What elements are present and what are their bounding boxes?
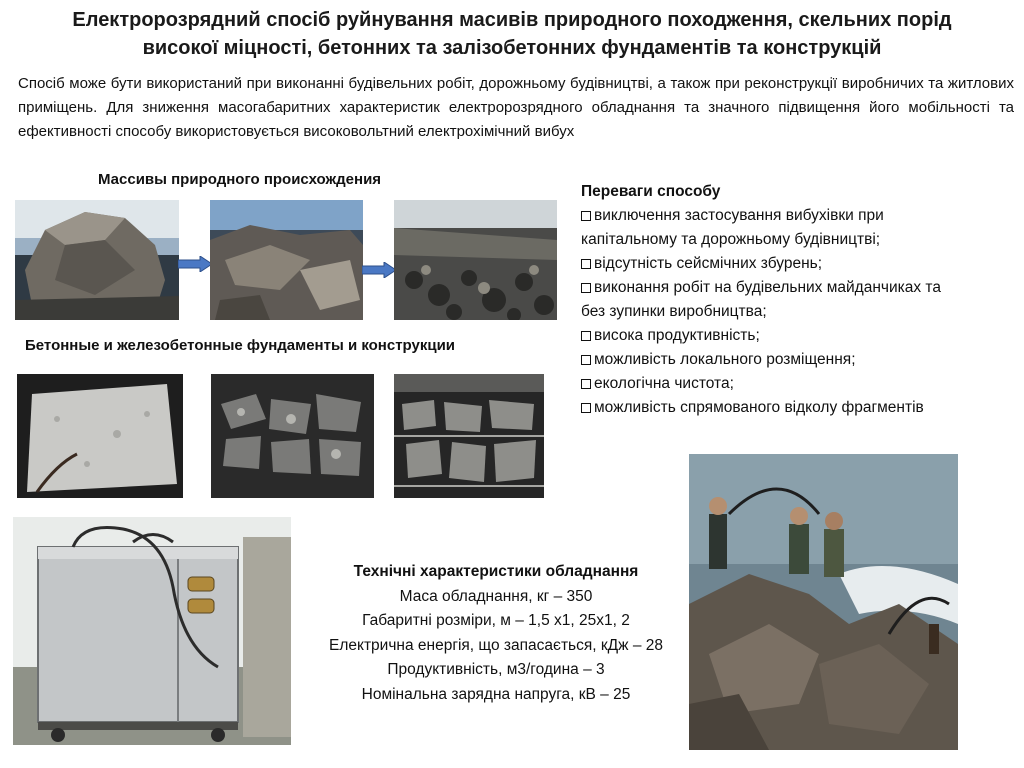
photo-concrete-fragments [394,374,544,498]
photo-boulder [15,200,179,320]
checkbox-bullet-icon [581,403,591,413]
checkbox-bullet-icon [581,379,591,389]
spec-line: Продуктивність, м3/година – 3 [387,661,605,678]
checkbox-bullet-icon [581,211,591,221]
spec-line: Маса обладнання, кг – 350 [399,587,593,605]
specs-title: Технічні характеристики обладнання [353,563,639,580]
photo-concrete-block [17,374,183,498]
title-line-1: Електророзрядний спосіб руйнування масивів природного походження, скельних порід [72,9,952,31]
advantage-item: виконання робіт на будівельних майданчиках та [581,276,1024,300]
photo-cracked-rock [210,200,363,320]
checkbox-bullet-icon [581,283,591,293]
advantage-item: висока продуктивність; [581,324,1024,348]
advantage-item-continuation: капітальному та дорожньому будівництві; [581,231,881,248]
spec-line: Електрична енергія, що запасається, кДж – 28 [329,636,663,654]
photo-rubble [394,200,557,320]
spec-line: Габаритні розміри, м – 1,5 х1, 25х1, 2 [362,612,630,629]
checkbox-bullet-icon [581,259,591,269]
advantage-item: виключення застосування вибухівки при [581,204,1024,228]
spec-line: Номінальна зарядна напруга, кВ – 25 [361,685,631,703]
tech-specs [296,560,696,707]
arrow-right-icon [178,256,212,272]
arrow-right-icon [362,262,396,278]
advantage-item: можливість спрямованого відколу фрагментів [581,396,1024,420]
advantage-item: можливість локального розміщення; [581,348,1024,372]
photo-equipment-cabinet [13,517,291,745]
title-line-2: високої міцності, бетонних та залізобетонних фундаментів та конструкцій [142,37,882,59]
advantages-list [581,180,1024,420]
photo-workers-on-rocks [689,454,958,750]
photo-broken-concrete [211,374,374,498]
caption-natural-massifs: Массивы природного происхождения [98,171,382,188]
advantage-item: екологічна чистота; [581,372,1024,396]
intro-paragraph: Спосіб може бути використаний при виконанні будівельних робіт, дорожньому будівництві, а також при реконструкції виробничих та житлових приміщень. Для зниження масогабаритних характеристик електророзрядного обладнання та значного підвищення його мобільності та ефективності способу використовується високовольтний електрохімічний вибух [18,75,1014,140]
checkbox-bullet-icon [581,355,591,365]
caption-concrete-foundations: Бетонные и железобетонные фундаменты и конструкции [25,337,456,354]
advantage-item: відсутність сейсмічних збурень; [581,252,1024,276]
checkbox-bullet-icon [581,331,591,341]
advantage-item-continuation: без зупинки виробництва; [581,303,767,320]
advantages-title: Переваги способу [581,183,721,200]
page-title [0,6,1024,62]
